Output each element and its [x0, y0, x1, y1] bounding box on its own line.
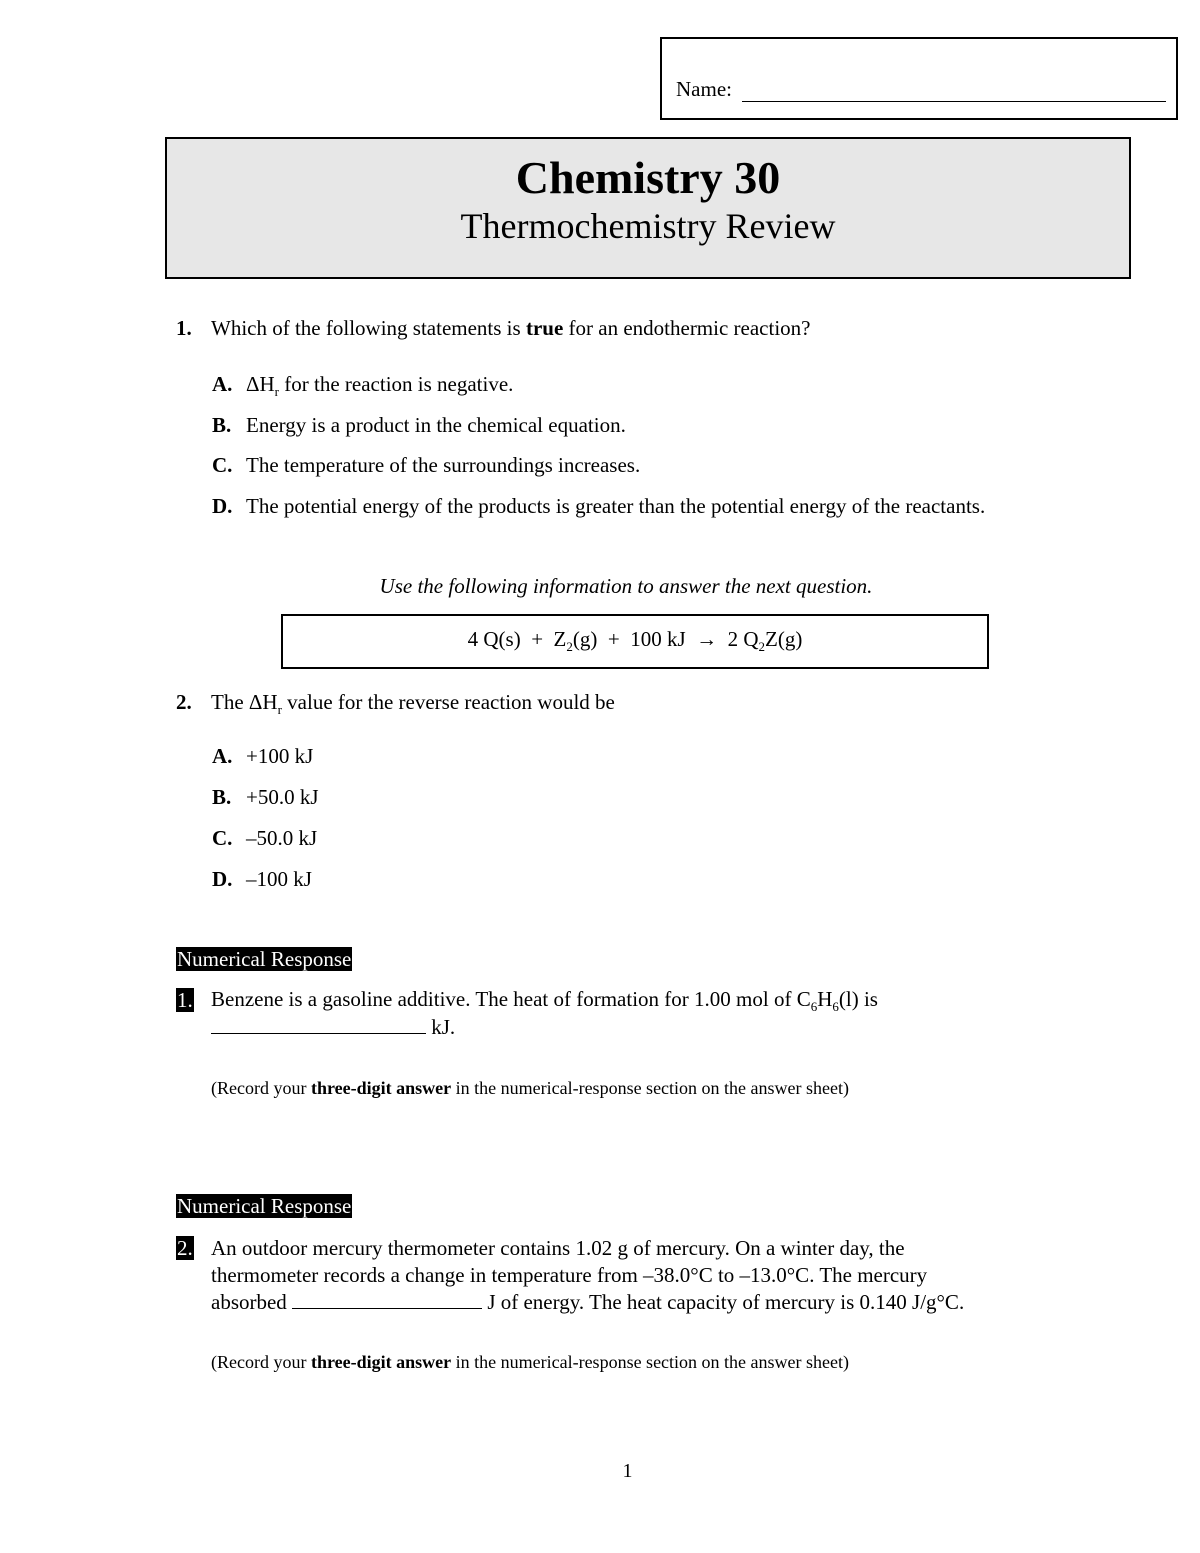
question-number: 2.	[176, 690, 192, 714]
nr2-number: 2.	[177, 1236, 193, 1260]
nr2-record-instruction: (Record your three-digit answer in the numerical-response section on the answer sheet)	[211, 1352, 849, 1372]
q2-option-b-text: +50.0 kJ	[246, 785, 319, 809]
question-number: 1.	[176, 316, 192, 340]
name-input-line[interactable]	[742, 101, 1166, 102]
numerical-response-label: Numerical Response	[177, 947, 352, 971]
nr1-answer-blank[interactable]	[211, 1032, 426, 1034]
info-note: Use the following information to answer the next question.	[379, 574, 873, 598]
q2-option-d-text: –100 kJ	[246, 867, 312, 891]
name-box	[660, 37, 1178, 120]
nr1-question-text: Benzene is a gasoline additive. The heat of formation for 1.00 mol of $C_6H_6(l)$ is kJ.	[211, 987, 878, 1040]
nr2-question-text: An outdoor mercury thermometer contains 1.02 g of mercury. On a winter day, the thermometer records a change in temperature from –38.0°C to –13.0°C. The mercury absorbed J of energy. The heat capacity of mercury is 0.140 J/g°C.	[211, 1236, 965, 1314]
name-label: Name:	[676, 77, 732, 101]
title-box	[165, 137, 1131, 279]
q2-option-a-text: +100 kJ	[246, 744, 314, 768]
chemical-equation: 4 $Q(s) + Z_2(g) + 100$ kJ → 2 $Q_2Z(g)$	[467, 627, 803, 655]
question-1-text: Which of the following statements is true for an endothermic reaction?	[211, 316, 811, 340]
q2-option-d[interactable]: D.	[212, 867, 233, 891]
q1-option-b[interactable]: B.	[212, 413, 232, 437]
question-2-text: The $\Delta H_r$ value for the reverse reaction would be	[211, 690, 615, 718]
nr1-record-instruction: (Record your three-digit answer in the numerical-response section on the answer sheet)	[211, 1078, 849, 1098]
nr1-heading	[176, 946, 352, 972]
nr2-heading	[176, 1193, 352, 1219]
question-1	[176, 316, 192, 341]
q1-option-a[interactable]: A.	[212, 372, 233, 396]
page-subtitle: Thermochemistry Review	[460, 206, 836, 246]
q1-option-c-text: The temperature of the surroundings increases.	[246, 453, 641, 477]
nr1-number: 1.	[177, 988, 193, 1012]
page-title: Chemistry 30	[515, 152, 781, 203]
nr2-answer-blank[interactable]	[292, 1307, 482, 1309]
q1-option-b-text: Energy is a product in the chemical equation.	[246, 413, 626, 437]
q2-option-c-text: –50.0 kJ	[246, 826, 318, 850]
q1-option-d[interactable]: D.	[212, 494, 233, 518]
q1-option-d-text: The potential energy of the products is greater than the potential energy of the reactants.	[246, 494, 986, 518]
numerical-response-label: Numerical Response	[177, 1194, 352, 1218]
q2-option-a[interactable]: A.	[212, 744, 233, 768]
question-2	[176, 690, 192, 715]
equation-box	[281, 614, 989, 669]
q2-option-c[interactable]: C.	[212, 826, 233, 850]
q1-option-c[interactable]: C.	[212, 453, 233, 477]
q1-option-a-text: $\Delta H_r$ for the reaction is negative.	[246, 372, 514, 400]
page-number: 1	[622, 1460, 633, 1482]
q2-option-b[interactable]: B.	[212, 785, 232, 809]
